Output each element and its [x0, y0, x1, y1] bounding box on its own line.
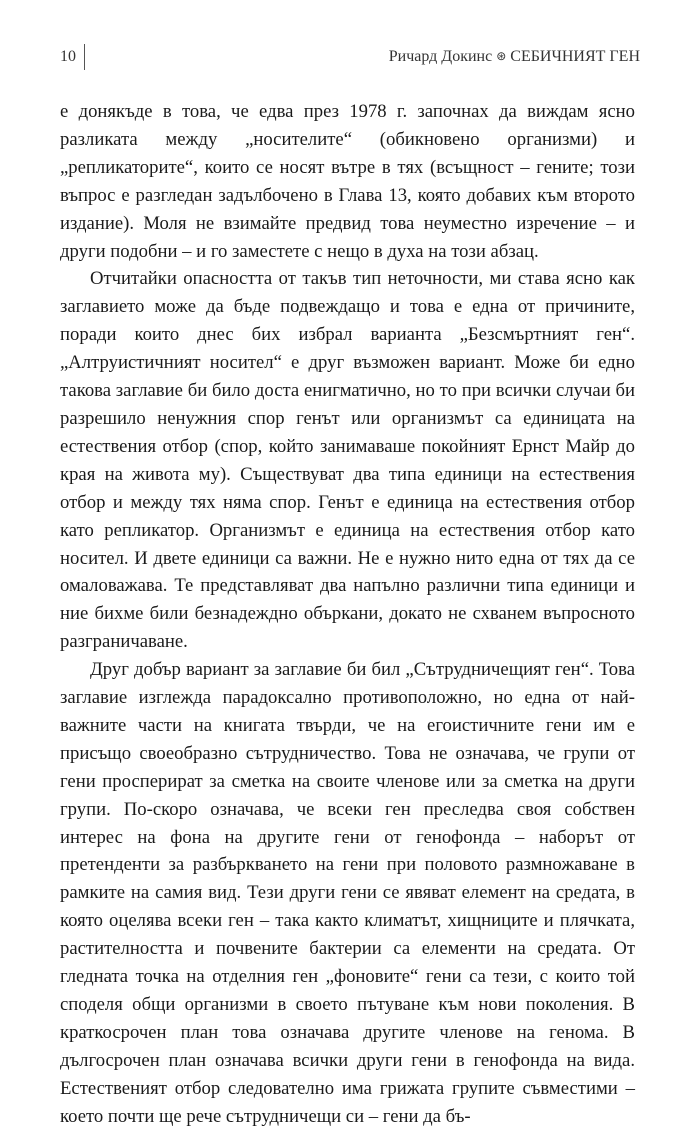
paragraph-1: е донякъде в това, че едва през 1978 г. започнах да виждам ясно разликата между „носителите“ (обикновено организми) и „репликаторите“, които се носят вътре в тях (всъщност – гените; този въпрос е разгледан задълбочено в Глава 13, която добавих към второто издание). Моля не взимайте предвид това неуместно изречение – и други подобни – и го заместете с нещо в духа на този абзац. [60, 101, 635, 262]
running-header [60, 44, 640, 74]
header-ornament-icon: ⊛ [496, 49, 507, 63]
header-title [389, 48, 640, 66]
body-text [60, 98, 635, 1131]
paragraph-2: Отчитайки опасността от такъв тип неточности, ми става ясно как заглавието може да бъде подвеждащо и това е една от причините, поради които днес бих избрал варианта „Безсмъртният ген“. „Алтруистичният носител“ е друг възможен вариант. Може би едно такова заглавие би било доста енигматично, но то при всички случаи би разрешило ненужния спор генът или организмът са единицата на естествения отбор (спор, който занимаваше покойният Ернст Майр до края на живота му). Съществуват два типа единици на естествения отбор и между тях няма спор. Генът е единица на естествения отбор като репликатор. Организмът е единица на естествения отбор като носител. И двете единици са важни. Не е нужно нито една от тях да се омаловажава. Те представляват два напълно различни типа единици и ние бихме били безнадеждно объркани, докато не схванем въпросното разграничаване. [60, 268, 635, 653]
header-author: Ричард Докинс [388, 48, 493, 65]
header-divider [84, 44, 85, 70]
header-book-title: СЕБИЧНИЯТ ГЕН [510, 48, 640, 65]
page-number: 10 [60, 48, 76, 65]
paragraph-3: Друг добър вариант за заглавие би бил „Сътрудничещият ген“. Това заглавие изглежда парадоксално противоположно, но една от най-важните части на книгата твърди, че на егоистичните гени им е присъщо своеобразно сътрудничество. Това не означава, че групи от гени просперират за сметка на своите членове или за сметка на други групи. По-скоро означава, че всеки ген преследва своя собствен интерес на фона на другите гени от генофонда – наборът от претенденти за разбъркването на гени при половото размножаване в рамките на самия вид. Тези други гени се явяват елемент на средата, в която оцелява всеки ген – така както климатът, хищниците и плячката, растителността и почвените бактерии са елементи на средата. От гледната точка на отделния ген „фоновите“ гени са тези, с които той споделя общи организми в своето пътуване към нови поколения. В краткосрочен план това означава другите членове на генома. В дългосрочен план означава всички други гени в генофонда на вида. Естественият отбор следователно има грижата групите съвместими – което почти ще рече сътрудничещи си – гени да бъ- [60, 659, 635, 1127]
